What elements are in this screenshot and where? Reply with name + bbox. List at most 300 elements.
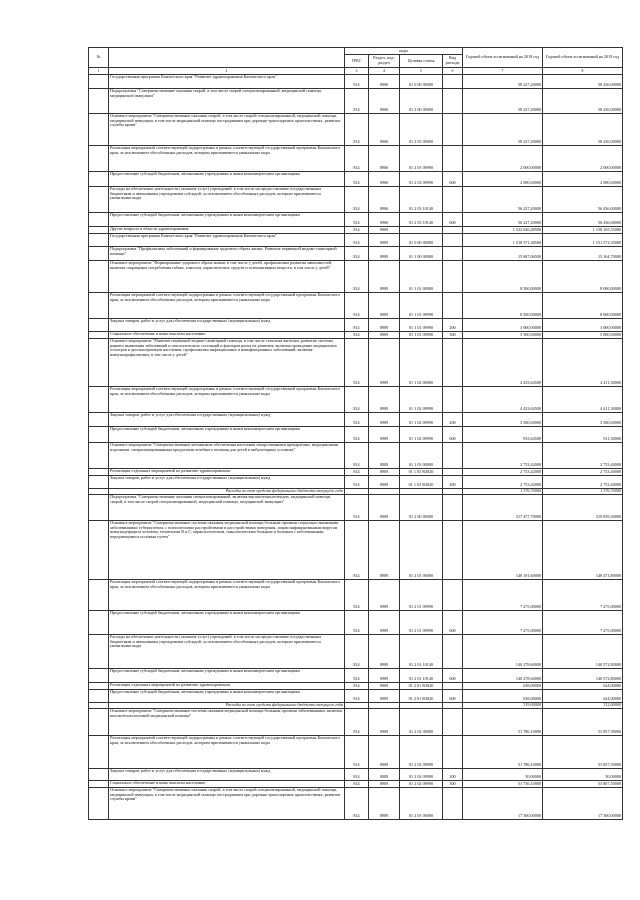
table-row bbox=[89, 319, 623, 332]
row-csr-cell: 01 2 01 R3820 bbox=[400, 683, 443, 690]
row-name-cell: Подпрограмма "Совершенствование оказания специализированной, включая высокотехнологичную, медицинской помощи, скорой, в том числе скорой специализированной, медицинской помощи, медицинской эвакуации" bbox=[109, 495, 345, 521]
row-grbs-cell: 814 bbox=[345, 443, 369, 469]
row-vr-cell bbox=[443, 521, 463, 580]
table-row bbox=[89, 247, 623, 261]
column-number-row bbox=[89, 68, 623, 75]
row-number-cell bbox=[89, 293, 109, 319]
row-csr-cell: 01 2 01 R3820 bbox=[400, 690, 443, 703]
row-2018-cell: 140 278,60000 bbox=[463, 669, 543, 683]
table-row bbox=[89, 781, 623, 788]
row-csr-cell: 01 2 02 09990 bbox=[400, 781, 443, 788]
budget-table bbox=[88, 47, 623, 820]
row-csr-cell: 01 1 00 00000 bbox=[400, 247, 443, 261]
row-2018-cell: 140 278,60000 bbox=[463, 635, 543, 669]
row-razdel-cell: 0906 bbox=[369, 187, 400, 213]
row-grbs-cell: 814 bbox=[345, 413, 369, 427]
row-number-cell bbox=[89, 319, 109, 332]
row-vr-cell: 200 bbox=[443, 413, 463, 427]
row-2018-cell: 2 753,42000 bbox=[463, 469, 543, 476]
row-name-cell: Предоставление субсидий бюджетным, автономным учреждениям и иным некоммерческим организациям bbox=[109, 669, 345, 683]
row-name-cell: Основное мероприятие "Совершенствование оказания скорой, в том числе скорой специализированной, медицинской помощи, медицинской эвакуации, в том числе медицинской помощи пострадавшим при дорожно-транспортных происшествиях, развитие службы крови" bbox=[109, 114, 345, 146]
row-number-cell bbox=[89, 788, 109, 820]
row-csr-cell: 01 0 00 00000 bbox=[400, 234, 443, 247]
row-2019-cell: 911,30000 bbox=[543, 427, 623, 443]
row-grbs-cell: 814 bbox=[345, 261, 369, 293]
row-vr-cell: 600 bbox=[443, 669, 463, 683]
row-2018-cell: 56 227,20000 bbox=[463, 213, 543, 227]
header-csr: Целевая статья bbox=[400, 55, 443, 68]
row-name-cell: Предоставление субсидий бюджетным, автономным учреждениям и иным некоммерческим организациям bbox=[109, 427, 345, 443]
row-number-cell bbox=[89, 469, 109, 476]
row-csr-cell: 01 2 03 09990 bbox=[400, 172, 443, 187]
row-name-cell: Основное мероприятие "Совершенствование механизмов обеспечения населения лекарственными препаратами, медицинскими изделиями, специализированными продуктами лечебного питания для детей в амбулаторных условиях" bbox=[109, 443, 345, 469]
row-grbs-cell: 814 bbox=[345, 339, 369, 387]
row-2018-cell: 51 786,10000 bbox=[463, 709, 543, 736]
row-grbs-cell: 814 bbox=[345, 683, 369, 690]
row-vr-cell: 600 bbox=[443, 690, 463, 703]
row-2018-cell: 638,00000 bbox=[463, 690, 543, 703]
row-name-cell: Реализация мероприятий соответствующей подпрограммы в рамках соответствующей государственной программы Камчатского края, за исключением обособленных расходов, которым присваиваются уникальные коды bbox=[109, 580, 345, 611]
table-row bbox=[89, 495, 623, 521]
row-csr-cell: 01 1 01 09990 bbox=[400, 293, 443, 319]
table-row bbox=[89, 443, 623, 469]
row-vr-cell: 200 bbox=[443, 476, 463, 489]
row-name-cell: Реализация мероприятий соответствующей подпрограммы в рамках соответствующей государственной программы Камчатского края, за исключением обособленных расходов, которым присваиваются уникальные коды bbox=[109, 146, 345, 172]
row-grbs-cell: 814 bbox=[345, 736, 369, 769]
row-razdel-cell: 0909 bbox=[369, 580, 400, 611]
row-csr-cell: 01 1 01 00000 bbox=[400, 261, 443, 293]
row-number-cell bbox=[89, 443, 109, 469]
col-num: 3 bbox=[345, 68, 369, 75]
row-vr-cell bbox=[443, 234, 463, 247]
row-2019-cell: 2 753,40000 bbox=[543, 443, 623, 469]
row-name-cell: Подпрограмма "Профилактика заболеваний и формирование здорового образа жизни. Развитие первичной медико-санитарной помощи" bbox=[109, 247, 345, 261]
row-grbs-cell: 814 bbox=[345, 709, 369, 736]
row-grbs-cell: 814 bbox=[345, 469, 369, 476]
row-2019-cell: 58 436,00000 bbox=[543, 114, 623, 146]
table-body bbox=[89, 75, 623, 820]
row-2019-cell: 312,00000 bbox=[543, 703, 623, 709]
row-grbs-cell: 814 bbox=[345, 580, 369, 611]
row-number-cell bbox=[89, 521, 109, 580]
row-2018-cell: 148 191,60000 bbox=[463, 521, 543, 580]
row-vr-cell bbox=[443, 261, 463, 293]
row-name-cell: Предоставление субсидий бюджетным, автономным учреждениям и иным некоммерческим организациям bbox=[109, 213, 345, 227]
row-razdel-cell: 0906 bbox=[369, 89, 400, 114]
row-2018-cell: 638,00000 bbox=[463, 683, 543, 690]
table-row bbox=[89, 213, 623, 227]
row-2019-cell: 53 857,50000 bbox=[543, 736, 623, 769]
header-codes: коды bbox=[345, 48, 463, 55]
row-csr-cell: 01 2 03 10140 bbox=[400, 187, 443, 213]
row-vr-cell bbox=[443, 227, 463, 234]
row-2019-cell: 7 275,00000 bbox=[543, 580, 623, 611]
row-grbs-cell: 814 bbox=[345, 114, 369, 146]
row-name-cell: Предоставление субсидий бюджетным, автономным учреждениям и иным некоммерческим организациям bbox=[109, 611, 345, 635]
row-csr-cell: 01 2 00 00000 bbox=[400, 495, 443, 521]
row-razdel-cell: 0909 bbox=[369, 683, 400, 690]
row-vr-cell bbox=[443, 89, 463, 114]
row-csr-cell: 01 2 01 10140 bbox=[400, 635, 443, 669]
row-number-cell bbox=[89, 146, 109, 172]
row-csr-cell: 01 1 02 00000 bbox=[400, 339, 443, 387]
row-2018-cell: 3 000,00000 bbox=[463, 319, 543, 332]
row-razdel-cell: 0909 bbox=[369, 788, 400, 820]
row-name-cell: Реализация отдельных мероприятий по развитию здравоохранения bbox=[109, 683, 345, 690]
row-grbs-cell: 814 bbox=[345, 669, 369, 683]
table-row bbox=[89, 413, 623, 427]
row-razdel-cell: 0909 bbox=[369, 234, 400, 247]
row-name-cell: Расходы на обеспечение деятельности (оказание услуг) учреждений, в том числе на предоставление государственным бюджетным и автономным учреждениям субсидий, за исключением обособленных расходов, которым присваиваются уникальные коды bbox=[109, 635, 345, 669]
row-razdel-cell: 0909 bbox=[369, 690, 400, 703]
row-csr-cell: 01 2 03 00000 bbox=[400, 114, 443, 146]
table-row bbox=[89, 611, 623, 635]
row-razdel-cell: 0909 bbox=[369, 709, 400, 736]
row-name-cell: Реализация мероприятий соответствующей подпрограммы в рамках соответствующей государственной программы Камчатского края, за исключением обособленных расходов, которым присваиваются уникальные коды bbox=[109, 387, 345, 413]
row-vr-cell: 600 bbox=[443, 427, 463, 443]
table-row bbox=[89, 293, 623, 319]
table-row bbox=[89, 227, 623, 234]
row-2019-cell: 2 753,40000 bbox=[543, 476, 623, 489]
row-razdel-cell: 0909 bbox=[369, 669, 400, 683]
row-number-cell bbox=[89, 187, 109, 213]
row-csr-cell: 01 2 01 10140 bbox=[400, 669, 443, 683]
row-number-cell bbox=[89, 172, 109, 187]
row-vr-cell bbox=[443, 187, 463, 213]
row-2019-cell: 140 572,80000 bbox=[543, 669, 623, 683]
col-num: 8 bbox=[543, 68, 623, 75]
row-csr-cell: 01 2 02 09990 bbox=[400, 769, 443, 781]
row-vr-cell bbox=[443, 293, 463, 319]
table-row bbox=[89, 261, 623, 293]
row-vr-cell bbox=[443, 114, 463, 146]
row-csr-cell: 01 2 01 00000 bbox=[400, 521, 443, 580]
table-row bbox=[89, 387, 623, 413]
table-row bbox=[89, 709, 623, 736]
row-2019-cell: 56 436,00000 bbox=[543, 187, 623, 213]
row-number-cell bbox=[89, 89, 109, 114]
row-2019-cell: 15 164,70000 bbox=[543, 247, 623, 261]
row-name-cell: Основное мероприятие "Совершенствование оказания скорой, в том числе скорой специализированной, медицинской помощи, медицинской эвакуации, в том числе медицинской помощи пострадавшим при дорожно-транспортных происшествиях, развитие службы крови" bbox=[109, 788, 345, 820]
row-number-cell bbox=[89, 580, 109, 611]
row-razdel-cell: 0909 bbox=[369, 427, 400, 443]
row-2018-cell: 17 500,00000 bbox=[463, 788, 543, 820]
row-razdel-cell: 0909 bbox=[369, 339, 400, 387]
row-2018-cell: 4 433,64500 bbox=[463, 387, 543, 413]
row-2018-cell: 7 275,00000 bbox=[463, 611, 543, 635]
row-vr-cell: 200 bbox=[443, 769, 463, 781]
row-name-cell: Государственная программа Камчатского края "Развитие здравоохранения Камчатского края" bbox=[109, 234, 345, 247]
table-row bbox=[89, 89, 623, 114]
row-csr-cell: 01 1 03 00000 bbox=[400, 443, 443, 469]
row-razdel-cell: 0909 bbox=[369, 769, 400, 781]
row-number-cell bbox=[89, 709, 109, 736]
row-number-cell bbox=[89, 427, 109, 443]
row-csr-cell: 01 1 03 R3820 bbox=[400, 469, 443, 476]
row-csr-cell: 01 2 03 09990 bbox=[400, 146, 443, 172]
table-row bbox=[89, 580, 623, 611]
row-vr-cell bbox=[443, 339, 463, 387]
row-grbs-cell: 814 bbox=[345, 476, 369, 489]
row-vr-cell: 300 bbox=[443, 781, 463, 788]
row-grbs-cell: 814 bbox=[345, 213, 369, 227]
row-number-cell bbox=[89, 495, 109, 521]
row-number-cell bbox=[89, 611, 109, 635]
col-num: 5 bbox=[400, 68, 443, 75]
row-number-cell bbox=[89, 413, 109, 427]
row-vr-cell bbox=[443, 709, 463, 736]
row-vr-cell: 600 bbox=[443, 611, 463, 635]
row-2019-cell: 624,00000 bbox=[543, 690, 623, 703]
table-row bbox=[89, 332, 623, 339]
row-grbs-cell: 814 bbox=[345, 635, 369, 669]
row-2019-cell: 4 411,30000 bbox=[543, 387, 623, 413]
row-razdel-cell: 0909 bbox=[369, 332, 400, 339]
row-razdel-cell: 0909 bbox=[369, 635, 400, 669]
row-2019-cell: 1 376,70000 bbox=[543, 489, 623, 495]
row-csr-cell: 01 2 02 09990 bbox=[400, 736, 443, 769]
row-name-cell: Закупка товаров, работ и услуг для обеспечения государственных (муниципальных) нужд bbox=[109, 769, 345, 781]
row-name-cell: Государственная программа Камчатского края "Развитие здравоохранения Камчатского края" bbox=[109, 75, 345, 89]
row-2018-cell: 58 227,20000 bbox=[463, 89, 543, 114]
row-grbs-cell: 814 bbox=[345, 769, 369, 781]
row-vr-cell: 200 bbox=[443, 319, 463, 332]
row-2018-cell: 1 376,70000 bbox=[463, 489, 543, 495]
row-razdel-cell: 0906 bbox=[369, 172, 400, 187]
row-2019-cell: 8 000,00000 bbox=[543, 293, 623, 319]
row-csr-cell: 01 1 03 R3820 bbox=[400, 476, 443, 489]
row-grbs-cell: 814 bbox=[345, 247, 369, 261]
row-csr-cell: 01 2 00 00000 bbox=[400, 89, 443, 114]
row-csr-cell: 01 1 02 09990 bbox=[400, 413, 443, 427]
row-grbs-cell: 814 bbox=[345, 187, 369, 213]
row-number-cell bbox=[89, 234, 109, 247]
row-grbs-cell: 814 bbox=[345, 690, 369, 703]
row-number-cell bbox=[89, 781, 109, 788]
row-2019-cell: 4 411,30000 bbox=[543, 339, 623, 387]
row-number-cell bbox=[89, 339, 109, 387]
row-csr-cell: 01 1 02 09990 bbox=[400, 427, 443, 443]
row-2018-cell: 3 500,00000 bbox=[463, 413, 543, 427]
row-razdel-cell: 0909 bbox=[369, 781, 400, 788]
table-row bbox=[89, 469, 623, 476]
table-row bbox=[89, 114, 623, 146]
table-row bbox=[89, 187, 623, 213]
row-2019-cell: 624,00000 bbox=[543, 683, 623, 690]
row-2019-cell: 58 436,00000 bbox=[543, 75, 623, 89]
row-2018-cell: 8 500,00000 bbox=[463, 293, 543, 319]
row-csr-cell: 01 2 02 00000 bbox=[400, 709, 443, 736]
row-2018-cell: 5 500,00000 bbox=[463, 332, 543, 339]
header-vr: Вид расхода bbox=[443, 55, 463, 68]
row-grbs-cell: 814 bbox=[345, 234, 369, 247]
row-grbs-cell: 814 bbox=[345, 293, 369, 319]
row-grbs-cell: 814 bbox=[345, 521, 369, 580]
table-row bbox=[89, 736, 623, 769]
row-vr-cell bbox=[443, 146, 463, 172]
row-grbs-cell: 814 bbox=[345, 75, 369, 89]
row-grbs-cell: 814 bbox=[345, 332, 369, 339]
table-row bbox=[89, 521, 623, 580]
row-2019-cell: 8 000,00000 bbox=[543, 261, 623, 293]
table-row bbox=[89, 234, 623, 247]
table-row bbox=[89, 788, 623, 820]
row-number-cell bbox=[89, 476, 109, 489]
row-csr-cell: 01 2 01 09990 bbox=[400, 611, 443, 635]
row-2018-cell: 15 687,06500 bbox=[463, 247, 543, 261]
row-csr-cell: 01 0 00 00000 bbox=[400, 75, 443, 89]
row-name-cell: Основное мероприятие "Формирование здорового образа жизни, в том числе у детей, профилактика развития зависимостей, включая сокращение потребления табака, алкоголя, наркотических средств и психоактивных веществ, в том числе у детей" bbox=[109, 261, 345, 293]
row-csr-cell: 01 1 02 09990 bbox=[400, 387, 443, 413]
row-csr-cell bbox=[400, 227, 443, 234]
row-csr-cell: 01 1 01 09990 bbox=[400, 319, 443, 332]
row-name-cell: Другие вопросы в области здравоохранения bbox=[109, 227, 345, 234]
row-razdel-cell: 0909 bbox=[369, 261, 400, 293]
row-vr-cell bbox=[443, 469, 463, 476]
row-2019-cell: 58 436,00000 bbox=[543, 89, 623, 114]
row-2018-cell: 7 275,00000 bbox=[463, 580, 543, 611]
row-2019-cell: 1 158 165,55000 bbox=[543, 227, 623, 234]
row-2018-cell: 4 433,64500 bbox=[463, 339, 543, 387]
row-2018-cell: 56 227,20000 bbox=[463, 187, 543, 213]
row-name-cell: Социальное обеспечение и иные выплаты населению bbox=[109, 332, 345, 339]
row-razdel-cell: 0909 bbox=[369, 443, 400, 469]
row-grbs-cell: 814 bbox=[345, 427, 369, 443]
row-name-cell: Расходы за счет средств федерального бюджета текущего года bbox=[109, 489, 345, 495]
row-razdel-cell: 0909 bbox=[369, 469, 400, 476]
row-2019-cell: 140 572,80000 bbox=[543, 635, 623, 669]
row-2019-cell: 1 151 572,55000 bbox=[543, 234, 623, 247]
row-name-cell: Реализация мероприятий соответствующей подпрограммы в рамках соответствующей государственной программы Камчатского края, за исключением обособленных расходов, которым присваиваются уникальные коды bbox=[109, 736, 345, 769]
row-vr-cell bbox=[443, 788, 463, 820]
row-vr-cell: 300 bbox=[443, 332, 463, 339]
row-2018-cell: 1 518 371,48500 bbox=[463, 234, 543, 247]
row-number-cell bbox=[89, 114, 109, 146]
row-name-cell: Основное мероприятие "Совершенствование системы оказания медицинской помощи больным прочими социально-значимыми заболеваниями: туберкулезом, с психическими расстройствами и расстройствами поведения, лицам инфицированным вирусом иммунодефицита человека, гепатитами В и С, наркологическим, онкологическим больным и больным с заболеваниями, передающимися половым путем" bbox=[109, 521, 345, 580]
row-number-cell bbox=[89, 769, 109, 781]
row-csr-cell: 01 1 01 09990 bbox=[400, 332, 443, 339]
row-name-cell: Социальное обеспечение и иные выплаты населению bbox=[109, 781, 345, 788]
row-vr-cell: 600 bbox=[443, 213, 463, 227]
row-grbs-cell: 814 bbox=[345, 495, 369, 521]
table-row bbox=[89, 635, 623, 669]
row-2019-cell: 50,00000 bbox=[543, 769, 623, 781]
row-grbs-cell: 814 bbox=[345, 172, 369, 187]
header-2019: Годовой объем ассигнований на 2019 год bbox=[543, 48, 623, 68]
row-grbs-cell: 814 bbox=[345, 781, 369, 788]
row-2019-cell: 53 807,50000 bbox=[543, 781, 623, 788]
row-name-cell: Подпрограмма "Совершенствование оказания скорой, в том числе скорой специализированной, медицинской помощи, медицинской эвакуации" bbox=[109, 89, 345, 114]
table-row bbox=[89, 690, 623, 703]
header-2018: Годовой объем ассигнований на 2018 год bbox=[463, 48, 543, 68]
row-vr-cell bbox=[443, 736, 463, 769]
row-2019-cell: 5 000,00000 bbox=[543, 332, 623, 339]
table-row bbox=[89, 339, 623, 387]
table-row bbox=[89, 669, 623, 683]
row-name-cell: Закупка товаров, работ и услуг для обеспечения государственных (муниципальных) нужд bbox=[109, 476, 345, 489]
row-vr-cell bbox=[443, 443, 463, 469]
row-name-cell: Предоставление субсидий бюджетным, автономным учреждениям и иным некоммерческим организациям bbox=[109, 172, 345, 187]
row-2018-cell: 2 000,00000 bbox=[463, 172, 543, 187]
row-number-cell bbox=[89, 75, 109, 89]
table-row bbox=[89, 75, 623, 89]
row-name-cell: Основное мероприятие "Совершенствование системы оказания медицинской помощи больным прочими заболеваниями, включая высокотехнологичной медицинской помощи" bbox=[109, 709, 345, 736]
row-name-cell: Закупка товаров, работ и услуг для обеспечения государственных (муниципальных) нужд bbox=[109, 413, 345, 427]
row-2018-cell: 2 753,42000 bbox=[463, 443, 543, 469]
row-name-cell: Реализация мероприятий соответствующей подпрограммы в рамках соответствующей государственной программы Камчатского края, за исключением обособленных расходов, которым присваиваются уникальные коды bbox=[109, 293, 345, 319]
row-2019-cell: 56 436,00000 bbox=[543, 213, 623, 227]
col-num: 4 bbox=[369, 68, 400, 75]
row-razdel-cell: 0909 bbox=[369, 293, 400, 319]
row-grbs-cell: 814 bbox=[345, 387, 369, 413]
row-2019-cell: 219 839,30000 bbox=[543, 495, 623, 521]
row-2019-cell: 2 000,00000 bbox=[543, 172, 623, 187]
row-razdel-cell: 0909 bbox=[369, 413, 400, 427]
row-name-cell: Предоставление субсидий бюджетным, автономным учреждениям и иным некоммерческим организациям bbox=[109, 690, 345, 703]
row-2019-cell: 2 000,00000 bbox=[543, 146, 623, 172]
row-2018-cell: 8 500,00000 bbox=[463, 261, 543, 293]
row-2019-cell: 3 500,00000 bbox=[543, 413, 623, 427]
col-num: 2 bbox=[109, 68, 345, 75]
row-2019-cell: 53 857,50000 bbox=[543, 709, 623, 736]
row-name-cell: Закупка товаров, работ и услуг для обеспечения государственных (муниципальных) нужд bbox=[109, 319, 345, 332]
header-name bbox=[109, 48, 345, 68]
row-razdel-cell: 0906 bbox=[369, 146, 400, 172]
row-2018-cell: 58 227,20000 bbox=[463, 75, 543, 89]
row-vr-cell bbox=[443, 247, 463, 261]
row-razdel-cell: 0909 bbox=[369, 247, 400, 261]
table-row bbox=[89, 146, 623, 172]
row-number-cell bbox=[89, 247, 109, 261]
row-2019-cell: 7 275,00000 bbox=[543, 611, 623, 635]
row-2018-cell: 2 000,00000 bbox=[463, 146, 543, 172]
row-2018-cell: 217 477,70000 bbox=[463, 495, 543, 521]
row-razdel-cell: 0909 bbox=[369, 319, 400, 332]
row-razdel-cell: 0909 bbox=[369, 387, 400, 413]
row-vr-cell bbox=[443, 580, 463, 611]
row-vr-cell bbox=[443, 635, 463, 669]
col-num: 6 bbox=[443, 68, 463, 75]
row-number-cell bbox=[89, 213, 109, 227]
col-num: 7 bbox=[463, 68, 543, 75]
row-2018-cell: 50,00000 bbox=[463, 769, 543, 781]
row-2018-cell: 933,64500 bbox=[463, 427, 543, 443]
row-vr-cell bbox=[443, 75, 463, 89]
row-2019-cell: 2 753,40000 bbox=[543, 469, 623, 476]
row-2019-cell: 17 500,00000 bbox=[543, 788, 623, 820]
row-vr-cell: 600 bbox=[443, 172, 463, 187]
row-grbs-cell: 814 bbox=[345, 89, 369, 114]
row-razdel-cell: 0909 bbox=[369, 495, 400, 521]
row-razdel-cell: 0909 bbox=[369, 611, 400, 635]
row-grbs-cell: 814 bbox=[345, 227, 369, 234]
table-row bbox=[89, 172, 623, 187]
row-number-cell bbox=[89, 332, 109, 339]
budget-table-sheet bbox=[88, 47, 622, 885]
row-number-cell bbox=[89, 736, 109, 769]
row-razdel-cell: 0906 bbox=[369, 75, 400, 89]
table-row bbox=[89, 427, 623, 443]
row-csr-cell: 01 2 03 00000 bbox=[400, 788, 443, 820]
row-vr-cell bbox=[443, 683, 463, 690]
row-name-cell: Расходы на обеспечение деятельности (оказание услуг) учреждений, в том числе на предоставление государственным бюджетным и автономным учреждениям субсидий, за исключением обособленных расходов, которым присваиваются уникальные коды bbox=[109, 187, 345, 213]
row-grbs-cell: 814 bbox=[345, 319, 369, 332]
row-razdel-cell: 0906 bbox=[369, 114, 400, 146]
table-row bbox=[89, 476, 623, 489]
row-grbs-cell: 814 bbox=[345, 788, 369, 820]
header-razdel: Раздел, под- раздел bbox=[369, 55, 400, 68]
row-grbs-cell: 814 bbox=[345, 146, 369, 172]
